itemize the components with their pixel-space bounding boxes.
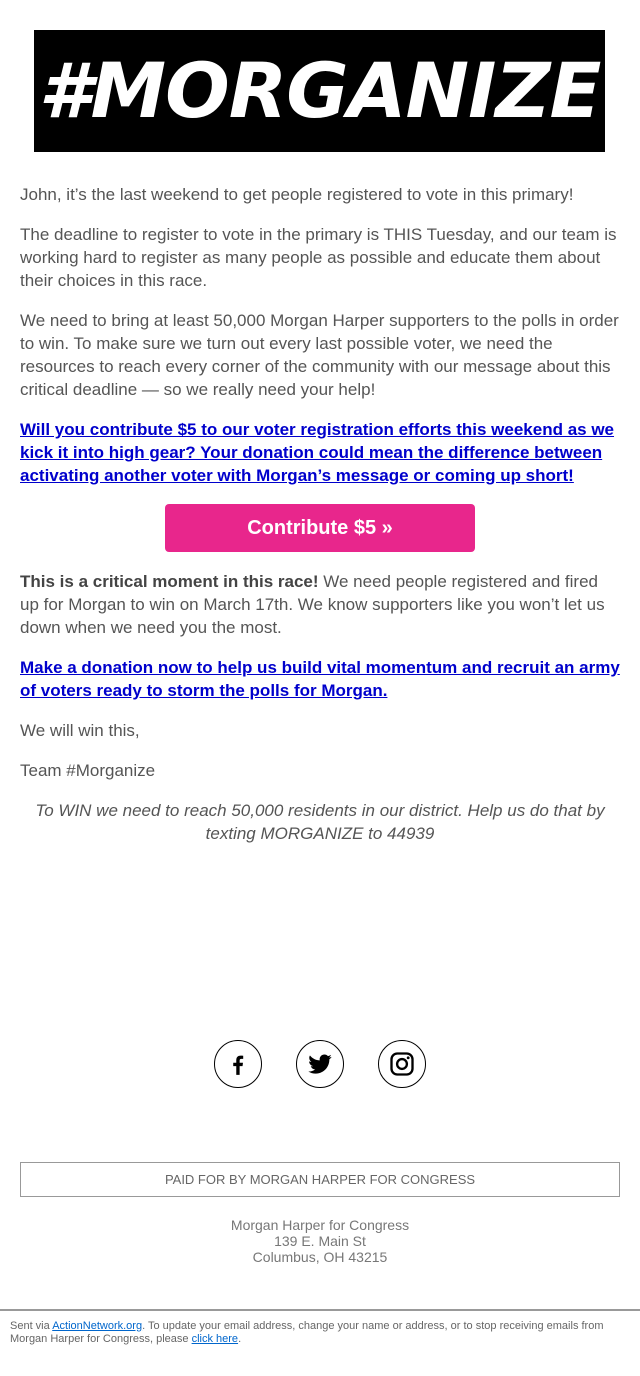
city-state-zip: Columbus, OH 43215: [252, 1249, 388, 1265]
goal-paragraph: We need to bring at least 50,000 Morgan Harper supporters to the polls in order to win. To make sure we turn out every last possible voter, we need the resources to reach every corner of the community with our message about this critical deadline — so we really need your help!: [20, 311, 619, 399]
footer-note: [10, 1320, 625, 1346]
paid-for-disclaimer: PAID FOR BY MORGAN HARPER FOR CONGRESS: [20, 1162, 620, 1197]
contribute-link-paragraph: [20, 418, 620, 487]
sent-via-label: Sent via: [10, 1320, 53, 1332]
greeting-paragraph: John, it’s the last weekend to get people registered to vote in this primary!: [20, 185, 574, 204]
social-links: [0, 1040, 640, 1088]
mailing-address: [0, 1217, 640, 1265]
donation-link-paragraph: [20, 656, 620, 702]
unsubscribe-text: . To update your email address, change your name or address, or to stop receiving emails from Morgan Harper for Congress, please: [10, 1320, 604, 1345]
button-wrapper: [20, 504, 620, 552]
actionnetwork-link[interactable]: ActionNetwork.org: [52, 1320, 143, 1332]
facebook-link[interactable]: [214, 1040, 262, 1088]
deadline-paragraph: The deadline to register to vote in the primary is THIS Tuesday, and our team is working hard to register as many people as possible and educate them about their choices in this race.: [20, 225, 617, 290]
click-here-link[interactable]: click here: [191, 1333, 239, 1345]
footer-period: .: [238, 1333, 242, 1345]
critical-moment-text: We need people registered and fired up for Morgan to win on March 17th. We know supporters like you won’t let us down when we need you the most.: [20, 572, 605, 637]
facebook-icon: [225, 1051, 251, 1077]
banner-text: #MORGANIZE: [38, 46, 601, 135]
org-name: Morgan Harper for Congress: [230, 1217, 410, 1233]
contribute-button[interactable]: Contribute $5 »: [165, 504, 475, 552]
team-signature: Team #Morganize: [20, 761, 156, 780]
street-address: 139 E. Main St: [274, 1233, 366, 1249]
twitter-icon: [306, 1050, 334, 1078]
instagram-icon: [388, 1050, 416, 1078]
footer-divider: [0, 1309, 640, 1311]
contribute-link[interactable]: Will you contribute $5 to our voter registration efforts this weekend as we kick it into high gear? Your donation could mean the difference between activating another voter with Morgan’s message or coming up short!: [20, 420, 615, 485]
email-body: [20, 183, 620, 862]
twitter-link[interactable]: [296, 1040, 344, 1088]
donation-link[interactable]: Make a donation now to help us build vital momentum and recruit an army of voters ready to storm the polls for Morgan.: [20, 658, 620, 700]
critical-moment-paragraph: [20, 570, 620, 639]
instagram-link[interactable]: [378, 1040, 426, 1088]
closing-note: To WIN we need to reach 50,000 residents in our district. Help us do that by texting MORGANIZE to 44939: [35, 801, 605, 843]
critical-moment-bold: This is a critical moment in this race!: [20, 572, 319, 591]
morganize-banner: [34, 30, 605, 152]
signoff: We will win this,: [20, 721, 140, 740]
